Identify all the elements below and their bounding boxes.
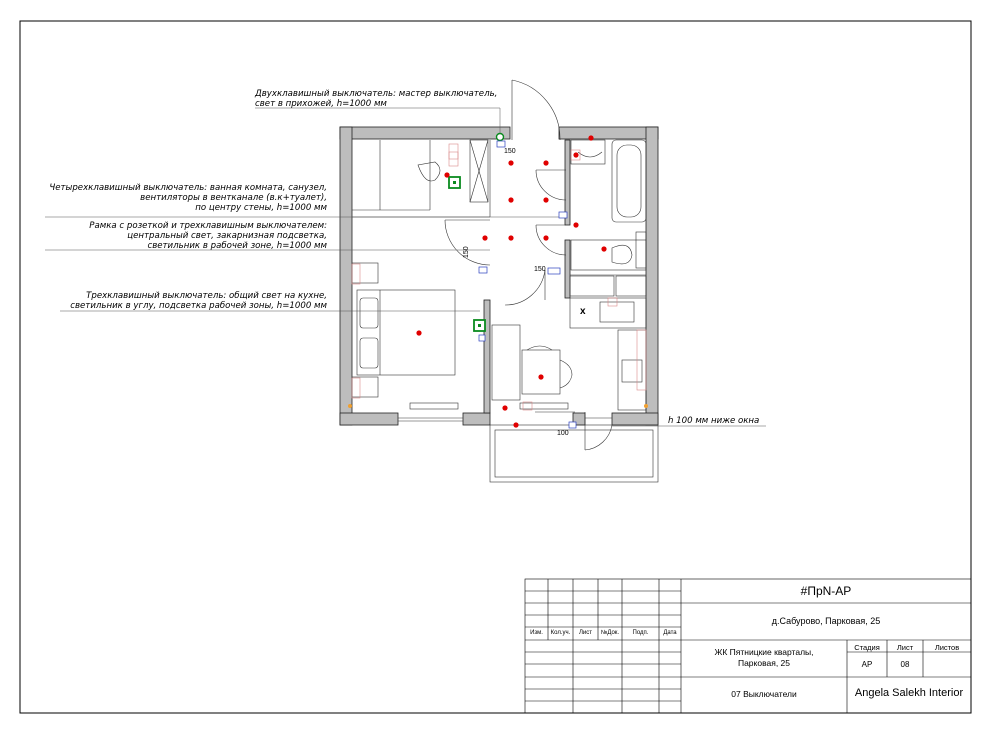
socket-frame-icon <box>548 268 560 274</box>
two-key-switch-icon <box>497 134 504 141</box>
annotation-three-key-switch <box>70 291 327 311</box>
annotation-line: Трехклавишный выключатель: общий свет на кухне, <box>86 291 327 301</box>
switches <box>449 134 504 332</box>
tb-stage-label: Стадия <box>854 643 880 652</box>
tb-project-line: Парковая, 25 <box>737 658 791 668</box>
tb-sheet-value: 08 <box>900 660 910 669</box>
light-point-icon <box>513 422 518 427</box>
annotation-line: центральный свет, закарнизная подсветка, <box>127 231 327 241</box>
light-point-icon <box>502 405 507 410</box>
dimension-label: 150 <box>534 266 546 273</box>
tb-header-kolich: Кол.уч. <box>550 630 571 636</box>
x-mark: x <box>580 306 586 317</box>
tb-sheets-label: Листов <box>934 643 960 652</box>
tb-project-line: ЖК Пятницкие кварталы, <box>714 647 814 657</box>
light-point-icon <box>482 235 487 240</box>
light-point-icon <box>543 160 548 165</box>
wall-tile-hatch <box>352 144 646 410</box>
tb-project <box>681 647 847 669</box>
dimension-label: 150 <box>504 148 516 155</box>
sheet-frame <box>20 21 971 713</box>
light-point-icon <box>601 246 606 251</box>
annotation-line: Рамка с розеткой и трехклавишным выключателем: <box>89 221 327 231</box>
tb-sheet-label: Лист <box>896 643 914 652</box>
tb-drawing-name: 07 Выключатели <box>731 689 797 699</box>
tb-header-date: Дата <box>663 630 677 636</box>
sockets <box>479 141 576 428</box>
light-point-icon <box>588 135 593 140</box>
dimension-label: 100 <box>557 430 569 437</box>
light-point-icon <box>508 197 513 202</box>
light-point-icon <box>538 374 543 379</box>
annotation-frame-switch <box>89 221 327 251</box>
socket-icon <box>497 141 505 147</box>
light-point-icon <box>573 152 578 157</box>
socket-icon <box>479 335 485 341</box>
light-point-icon <box>573 222 578 227</box>
socket-icon <box>479 267 487 273</box>
tb-header-izm: Изм. <box>530 630 543 636</box>
light-point-icon <box>543 235 548 240</box>
dimension-label: 150 <box>463 246 470 258</box>
light-points <box>416 135 606 427</box>
annotation-line: светильник в углу, подсветка рабочей зоны, h=1000 мм <box>70 301 327 311</box>
tb-company: Angela Salekh Interior <box>854 687 964 699</box>
annotation-line: по центру стены, h=1000 мм <box>195 203 327 213</box>
annotation-line: Четырехклавишный выключатель: ванная комната, санузел, <box>49 183 327 193</box>
annotation-window-note: h 100 мм ниже окна <box>668 416 760 426</box>
light-point-icon <box>444 172 449 177</box>
annotation-four-key-switch <box>49 183 327 213</box>
annotation-line: Двухклавишный выключатель: мастер выключатель, <box>255 89 498 99</box>
tb-stage-value: АР <box>861 660 873 669</box>
corner-markers <box>348 404 648 408</box>
tb-header-doc: №Док. <box>600 630 620 636</box>
light-point-icon <box>416 330 421 335</box>
socket-icon <box>569 422 576 428</box>
tb-header-list: Лист <box>578 630 593 636</box>
light-point-icon <box>508 160 513 165</box>
light-point-icon <box>508 235 513 240</box>
annotation-line: светильник в рабочей зоне, h=1000 мм <box>147 241 327 251</box>
annotation-two-key-switch <box>255 89 497 109</box>
annotation-line: свет в прихожей, h=1000 мм <box>255 99 387 109</box>
socket-icon <box>559 212 567 218</box>
annotation-line: вентиляторы в вентканале (в.к+туалет), <box>140 193 327 203</box>
tb-header-podp: Подп. <box>632 630 649 636</box>
tb-address: д.Сабурово, Парковая, 25 <box>771 616 881 626</box>
light-point-icon <box>543 197 548 202</box>
tb-code: #ПрN-АР <box>800 584 852 598</box>
